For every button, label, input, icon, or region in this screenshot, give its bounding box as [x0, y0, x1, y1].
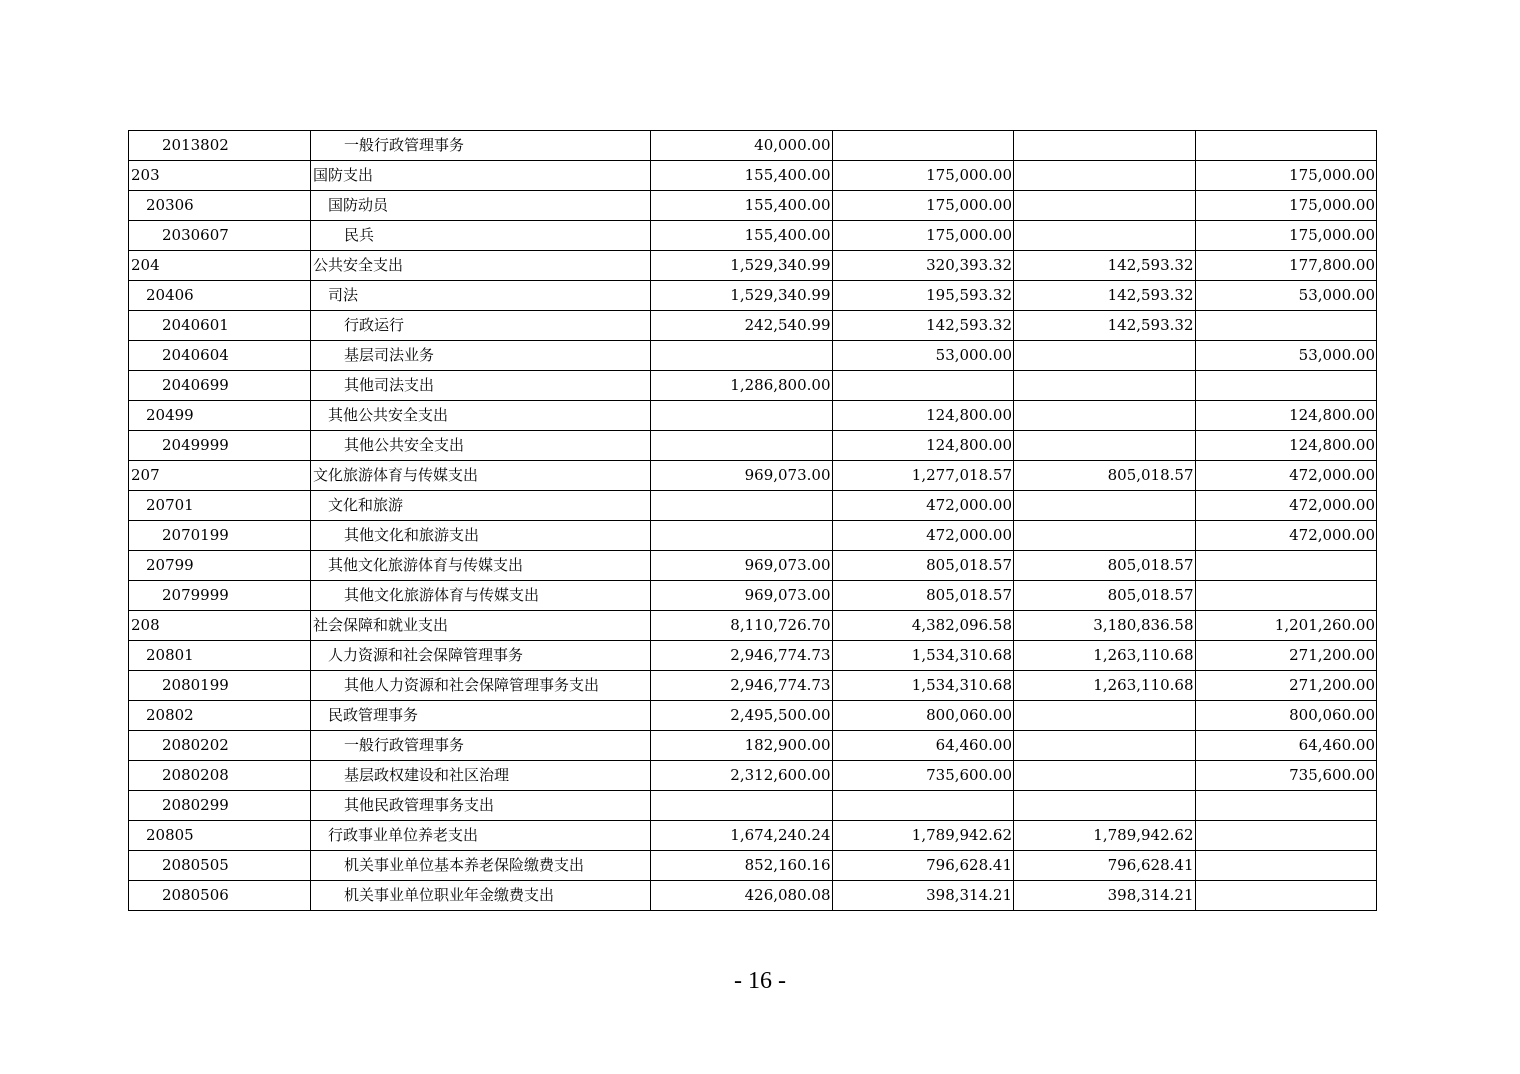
subject-code-cell: 203	[129, 161, 311, 191]
amount-cell: 472,000.00	[1195, 521, 1377, 551]
table-row	[129, 281, 1377, 311]
amount-cell	[651, 521, 833, 551]
amount-cell: 175,000.00	[1195, 221, 1377, 251]
subject-code-cell: 2080299	[129, 791, 311, 821]
table-row	[129, 671, 1377, 701]
subject-name-cell: 国防支出	[311, 161, 651, 191]
table-row	[129, 221, 1377, 251]
amount-cell: 969,073.00	[651, 551, 833, 581]
subject-code-cell: 20801	[129, 641, 311, 671]
amount-cell: 805,018.57	[1014, 581, 1196, 611]
amount-cell: 805,018.57	[832, 551, 1014, 581]
amount-cell: 271,200.00	[1195, 671, 1377, 701]
amount-cell: 805,018.57	[832, 581, 1014, 611]
subject-code-cell: 207	[129, 461, 311, 491]
amount-cell: 142,593.32	[1014, 251, 1196, 281]
subject-code-cell: 20701	[129, 491, 311, 521]
amount-cell	[651, 491, 833, 521]
amount-cell	[1195, 581, 1377, 611]
amount-cell: 182,900.00	[651, 731, 833, 761]
amount-cell: 2,495,500.00	[651, 701, 833, 731]
subject-name-cell: 公共安全支出	[311, 251, 651, 281]
table-row	[129, 431, 1377, 461]
amount-cell: 195,593.32	[832, 281, 1014, 311]
table-row	[129, 791, 1377, 821]
table-row	[129, 401, 1377, 431]
subject-name-cell: 机关事业单位职业年金缴费支出	[311, 881, 651, 911]
amount-cell: 398,314.21	[832, 881, 1014, 911]
subject-code-cell: 20799	[129, 551, 311, 581]
subject-name-cell: 司法	[311, 281, 651, 311]
amount-cell: 175,000.00	[1195, 191, 1377, 221]
amount-cell: 1,789,942.62	[1014, 821, 1196, 851]
amount-cell: 8,110,726.70	[651, 611, 833, 641]
amount-cell	[1014, 191, 1196, 221]
subject-name-cell: 民政管理事务	[311, 701, 651, 731]
amount-cell: 1,201,260.00	[1195, 611, 1377, 641]
table-row	[129, 821, 1377, 851]
amount-cell	[1195, 821, 1377, 851]
amount-cell: 175,000.00	[1195, 161, 1377, 191]
amount-cell: 124,800.00	[1195, 401, 1377, 431]
amount-cell	[651, 431, 833, 461]
amount-cell	[1014, 341, 1196, 371]
amount-cell: 2,312,600.00	[651, 761, 833, 791]
subject-name-cell: 其他文化和旅游支出	[311, 521, 651, 551]
subject-code-cell: 20406	[129, 281, 311, 311]
amount-cell: 40,000.00	[651, 131, 833, 161]
subject-code-cell: 20499	[129, 401, 311, 431]
amount-cell: 3,180,836.58	[1014, 611, 1196, 641]
amount-cell: 472,000.00	[1195, 491, 1377, 521]
amount-cell: 242,540.99	[651, 311, 833, 341]
page-number: - 16 -	[734, 968, 786, 994]
table-row	[129, 461, 1377, 491]
amount-cell: 1,263,110.68	[1014, 641, 1196, 671]
subject-name-cell: 其他民政管理事务支出	[311, 791, 651, 821]
table-row	[129, 851, 1377, 881]
subject-code-cell: 20306	[129, 191, 311, 221]
amount-cell: 124,800.00	[832, 431, 1014, 461]
amount-cell	[1195, 791, 1377, 821]
amount-cell: 426,080.08	[651, 881, 833, 911]
subject-name-cell: 一般行政管理事务	[311, 131, 651, 161]
amount-cell: 124,800.00	[832, 401, 1014, 431]
subject-name-cell: 文化和旅游	[311, 491, 651, 521]
amount-cell	[1014, 731, 1196, 761]
subject-code-cell: 2080208	[129, 761, 311, 791]
table-row	[129, 881, 1377, 911]
subject-name-cell: 其他公共安全支出	[311, 431, 651, 461]
amount-cell: 175,000.00	[832, 221, 1014, 251]
amount-cell: 1,674,240.24	[651, 821, 833, 851]
amount-cell	[832, 131, 1014, 161]
budget-expenditure-table	[128, 130, 1377, 911]
amount-cell: 735,600.00	[1195, 761, 1377, 791]
amount-cell: 1,534,310.68	[832, 671, 1014, 701]
amount-cell	[651, 341, 833, 371]
amount-cell	[1014, 791, 1196, 821]
subject-name-cell: 文化旅游体育与传媒支出	[311, 461, 651, 491]
table-row	[129, 191, 1377, 221]
subject-code-cell: 20802	[129, 701, 311, 731]
amount-cell	[832, 371, 1014, 401]
amount-cell: 4,382,096.58	[832, 611, 1014, 641]
amount-cell: 155,400.00	[651, 161, 833, 191]
subject-code-cell: 2080199	[129, 671, 311, 701]
amount-cell: 398,314.21	[1014, 881, 1196, 911]
subject-name-cell: 其他公共安全支出	[311, 401, 651, 431]
amount-cell: 472,000.00	[1195, 461, 1377, 491]
amount-cell: 155,400.00	[651, 221, 833, 251]
amount-cell	[651, 791, 833, 821]
amount-cell: 175,000.00	[832, 161, 1014, 191]
subject-code-cell: 2049999	[129, 431, 311, 461]
subject-name-cell: 一般行政管理事务	[311, 731, 651, 761]
subject-name-cell: 其他文化旅游体育与传媒支出	[311, 551, 651, 581]
subject-name-cell: 行政事业单位养老支出	[311, 821, 651, 851]
amount-cell	[832, 791, 1014, 821]
subject-code-cell: 2080202	[129, 731, 311, 761]
amount-cell: 852,160.16	[651, 851, 833, 881]
subject-code-cell: 2030607	[129, 221, 311, 251]
subject-name-cell: 行政运行	[311, 311, 651, 341]
subject-name-cell: 其他文化旅游体育与传媒支出	[311, 581, 651, 611]
amount-cell: 805,018.57	[1014, 551, 1196, 581]
subject-name-cell: 其他司法支出	[311, 371, 651, 401]
amount-cell	[651, 401, 833, 431]
subject-code-cell: 2080506	[129, 881, 311, 911]
amount-cell: 735,600.00	[832, 761, 1014, 791]
subject-name-cell: 基层政权建设和社区治理	[311, 761, 651, 791]
subject-code-cell: 2070199	[129, 521, 311, 551]
table-row	[129, 251, 1377, 281]
subject-code-cell: 2040601	[129, 311, 311, 341]
amount-cell	[1014, 491, 1196, 521]
amount-cell	[1195, 131, 1377, 161]
subject-code-cell: 204	[129, 251, 311, 281]
subject-code-cell: 2040604	[129, 341, 311, 371]
subject-name-cell: 国防动员	[311, 191, 651, 221]
amount-cell: 64,460.00	[1195, 731, 1377, 761]
amount-cell: 155,400.00	[651, 191, 833, 221]
table-row	[129, 641, 1377, 671]
amount-cell: 472,000.00	[832, 521, 1014, 551]
amount-cell: 1,263,110.68	[1014, 671, 1196, 701]
subject-name-cell: 民兵	[311, 221, 651, 251]
subject-code-cell: 2040699	[129, 371, 311, 401]
amount-cell	[1195, 311, 1377, 341]
amount-cell	[1014, 371, 1196, 401]
amount-cell	[1014, 161, 1196, 191]
amount-cell: 64,460.00	[832, 731, 1014, 761]
amount-cell: 1,529,340.99	[651, 251, 833, 281]
amount-cell	[1014, 431, 1196, 461]
table-row	[129, 701, 1377, 731]
amount-cell: 320,393.32	[832, 251, 1014, 281]
amount-cell: 472,000.00	[832, 491, 1014, 521]
amount-cell: 142,593.32	[1014, 281, 1196, 311]
table-row	[129, 731, 1377, 761]
amount-cell	[1195, 851, 1377, 881]
amount-cell	[1014, 761, 1196, 791]
amount-cell: 796,628.41	[1014, 851, 1196, 881]
table-row	[129, 341, 1377, 371]
amount-cell	[1014, 131, 1196, 161]
amount-cell: 805,018.57	[1014, 461, 1196, 491]
amount-cell: 53,000.00	[1195, 341, 1377, 371]
amount-cell: 53,000.00	[832, 341, 1014, 371]
amount-cell: 800,060.00	[1195, 701, 1377, 731]
table-body	[129, 131, 1377, 911]
amount-cell	[1014, 401, 1196, 431]
subject-name-cell: 社会保障和就业支出	[311, 611, 651, 641]
amount-cell	[1014, 701, 1196, 731]
subject-code-cell: 2080505	[129, 851, 311, 881]
amount-cell: 2,946,774.73	[651, 671, 833, 701]
subject-name-cell: 其他人力资源和社会保障管理事务支出	[311, 671, 651, 701]
amount-cell: 177,800.00	[1195, 251, 1377, 281]
amount-cell: 1,286,800.00	[651, 371, 833, 401]
amount-cell	[1014, 221, 1196, 251]
amount-cell	[1014, 521, 1196, 551]
amount-cell: 1,534,310.68	[832, 641, 1014, 671]
subject-name-cell: 机关事业单位基本养老保险缴费支出	[311, 851, 651, 881]
amount-cell: 124,800.00	[1195, 431, 1377, 461]
amount-cell: 175,000.00	[832, 191, 1014, 221]
subject-name-cell: 基层司法业务	[311, 341, 651, 371]
amount-cell: 2,946,774.73	[651, 641, 833, 671]
table-row	[129, 521, 1377, 551]
amount-cell: 142,593.32	[832, 311, 1014, 341]
table-row	[129, 131, 1377, 161]
subject-code-cell: 2013802	[129, 131, 311, 161]
amount-cell: 800,060.00	[832, 701, 1014, 731]
subject-name-cell: 人力资源和社会保障管理事务	[311, 641, 651, 671]
amount-cell: 969,073.00	[651, 461, 833, 491]
table-row	[129, 761, 1377, 791]
amount-cell: 969,073.00	[651, 581, 833, 611]
amount-cell: 53,000.00	[1195, 281, 1377, 311]
amount-cell: 796,628.41	[832, 851, 1014, 881]
table-row	[129, 491, 1377, 521]
subject-code-cell: 2079999	[129, 581, 311, 611]
amount-cell	[1195, 371, 1377, 401]
table-row	[129, 161, 1377, 191]
table-row	[129, 371, 1377, 401]
subject-code-cell: 208	[129, 611, 311, 641]
amount-cell	[1195, 881, 1377, 911]
table-row	[129, 611, 1377, 641]
amount-cell: 1,277,018.57	[832, 461, 1014, 491]
table-row	[129, 311, 1377, 341]
table-row	[129, 551, 1377, 581]
subject-code-cell: 20805	[129, 821, 311, 851]
table-row	[129, 581, 1377, 611]
amount-cell: 271,200.00	[1195, 641, 1377, 671]
amount-cell: 1,789,942.62	[832, 821, 1014, 851]
amount-cell: 142,593.32	[1014, 311, 1196, 341]
amount-cell: 1,529,340.99	[651, 281, 833, 311]
amount-cell	[1195, 551, 1377, 581]
